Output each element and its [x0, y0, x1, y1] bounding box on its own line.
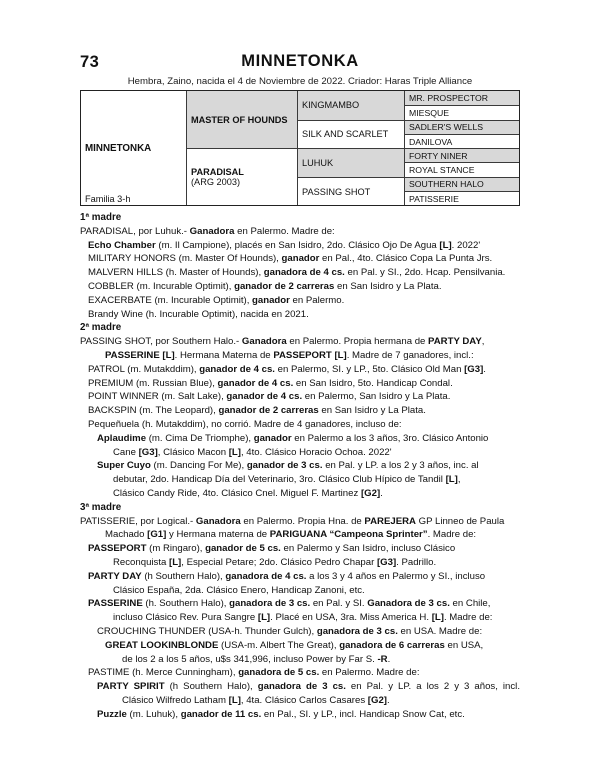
ancestor-name: PATISSERIE: [409, 193, 459, 204]
ancestor-gen3-cell: [404, 148, 519, 162]
pedigree-text-block: [80, 211, 520, 721]
pedigree-line: PATISSERIE, por Logical.- Ganadora en Palermo. Propia Hna. de PAREJERA GP Linneo de Paula: [80, 515, 505, 527]
pedigree-line: Cane [G3], Clásico Macon [L], 4to. Clásico Horacio Ochoa. 2022': [113, 446, 392, 458]
ancestor-gen3-cell: [404, 120, 519, 134]
pedigree-line: de los 2 a los 5 años, u$s 341,996, incluso Power by Far S. -R.: [122, 653, 391, 665]
ancestor-gen2-cell: [297, 91, 404, 120]
subject-name: MINNETONKA: [85, 142, 152, 154]
pedigree-line: Clásico España, 2da. Clásico Enero, Handicap Zanoni, etc.: [113, 584, 365, 596]
ancestor-name: SILK AND SCARLET: [302, 129, 389, 140]
ancestor-gen3-cell: [404, 191, 519, 205]
pedigree-line: PASSERINE (h. Southern Halo), ganadora de 3 cs. en Pal. y SI. Ganadora de 3 cs. en Chile,: [88, 598, 491, 610]
ancestor-gen3-cell: [404, 162, 519, 176]
birth-breeder-line: Hembra, Zaino, nacida el 4 de Noviembre de 2022. Criador: Haras Triple Alliance: [127, 76, 473, 87]
pedigree-line: Brandy Wine (h. Incurable Optimit), nacida en 2021.: [88, 308, 309, 320]
subject-cell: [81, 91, 186, 205]
ancestor-name: ROYAL STANCE: [409, 165, 475, 176]
ancestor-name: PASSING SHOT: [302, 186, 371, 197]
pedigree-line: CROUCHING THUNDER (USA-h. Thunder Gulch), ganadora de 3 cs. en USA. Madre de:: [97, 625, 483, 637]
dam-section-heading: 1ª madre: [80, 212, 122, 223]
pedigree-line: COBBLER (m. Incurable Optimit), ganador de 2 carreras en San Isidro y La Plata.: [88, 280, 442, 292]
pedigree-line: Clásico Candy Ride, 4to. Clásico Cnel. Miguel F. Martinez [G2].: [113, 487, 383, 499]
pedigree-table: [80, 90, 520, 206]
pedigree-line: Pequeñuela (h. Mutakddim), no corrió. Madre de 4 ganadores, incluso de:: [88, 418, 402, 430]
ancestor-name: PARADISAL: [191, 167, 244, 178]
ancestor-name: MASTER OF HOUNDS: [191, 114, 288, 125]
pedigree-line: Super Cuyo (m. Dancing For Me), ganador de 3 cs. en Pal. y LP. a los 2 y 3 años, inc. al: [97, 460, 479, 472]
pedigree-line: MALVERN HILLS (h. Master of Hounds), ganadora de 4 cs. en Pal. y SI., 2do. Hcap. Pensilvania.: [88, 267, 506, 279]
ancestor-name: MR. PROSPECTOR: [409, 93, 489, 104]
pedigree-line: EXACERBATE (m. Incurable Optimit), ganador en Palermo.: [88, 294, 345, 306]
pedigree-line: Machado [G1] y Hermana materna de PARIGUANA “Campeona Sprinter”. Madre de:: [105, 529, 477, 541]
pedigree-line: POINT WINNER (m. Salt Lake), ganador de 4 cs. en Palermo, San Isidro y La Plata.: [88, 391, 451, 403]
ancestor-gen3-cell: [404, 134, 519, 148]
pedigree-line: incluso Clásico Rev. Pura Sangre [L]. Placé en USA, 3ra. Miss America H. [L]. Madre de:: [113, 612, 493, 624]
ancestor-gen2-cell: [297, 120, 404, 149]
pedigree-line: debutar, 2do. Handicap Día del Veterinario, 3ro. Clásico Club Hípico de Tandil [L],: [113, 474, 461, 486]
ancestor-name: FORTY NINER: [409, 150, 468, 161]
ancestor-gen3-cell: [404, 177, 519, 191]
pedigree-line: Puzzle (m. Luhuk), ganador de 11 cs. en Pal., SI. y LP., incl. Handicap Snow Cat, etc.: [97, 708, 465, 720]
lot-number: 73: [80, 53, 100, 71]
ancestor-gen1-cell: [186, 148, 297, 205]
pedigree-line: Echo Chamber (m. Il Campione), placés en San Isidro, 2do. Clásico Ojo De Agua [L]. 2022': [88, 239, 481, 251]
dam-section-heading: 3ª madre: [80, 501, 122, 513]
pedigree-line: GREAT LOOKINBLONDE (USA-m. Albert The Great), ganadora de 6 carreras en USA,: [105, 639, 484, 651]
pedigree-line: PASSING SHOT, por Southern Halo.- Ganadora en Palermo. Propia hermana de PARTY DAY,: [80, 336, 485, 348]
pedigree-line: PATROL (m. Mutakddim), ganador de 4 cs. en Palermo, SI. y LP., 5to. Clásico Old Man [G3].: [88, 363, 486, 375]
pedigree-line: BACKSPIN (m. The Leopard), ganador de 2 carreras en San Isidro y La Plata.: [88, 405, 426, 417]
ancestor-name: MIESQUE: [409, 107, 450, 118]
ancestor-name: DANILOVA: [409, 136, 453, 147]
ancestor-name: SOUTHERN HALO: [409, 179, 484, 190]
ancestor-gen3-cell: [404, 91, 519, 105]
pedigree-line: Aplaudime (m. Cima De Triomphe), ganador en Palermo a los 3 años, 3ro. Clásico Antonio: [97, 432, 489, 444]
pedigree-line: PARTY SPIRIT (h Southern Halo), ganadora de 3 cs. en Pal. y LP. a los 2 y 3 años, incl.: [97, 681, 520, 693]
pedigree-line: PARTY DAY (h Southern Halo), ganadora de 4 cs. a los 3 y 4 años en Palermo y SI., incluso: [88, 570, 486, 582]
ancestor-gen3-cell: [404, 105, 519, 119]
pedigree-line: PASTIME (h. Merce Cunningham), ganadora de 5 cs. en Palermo. Madre de:: [88, 667, 420, 679]
ancestor-gen1-cell: [186, 91, 297, 148]
pedigree-line: PARADISAL, por Luhuk.- Ganadora en Palermo. Madre de:: [80, 225, 335, 237]
pedigree-line: Clásico Wilfredo Latham [L], 4ta. Clásico Carlos Casares [G2].: [122, 694, 390, 706]
pedigree-line: PASSEPORT (m Ringaro), ganador de 5 cs. en Palermo y San Isidro, incluso Clásico: [88, 543, 456, 555]
horse-name-title: MINNETONKA: [241, 52, 359, 70]
family-label: Familia 3-h: [85, 194, 131, 205]
ancestor-name: KINGMAMBO: [302, 100, 360, 111]
pedigree-line: MILITARY HONORS (m. Master Of Hounds), ganador en Pal., 4to. Clásico Copa La Punta Jrs.: [88, 253, 493, 265]
pedigree-line: Reconquista [L], Especial Petare; 2do. Clásico Pedro Chapar [G3]. Padrillo.: [113, 556, 437, 568]
pedigree-line: PREMIUM (m. Russian Blue), ganador de 4 cs. en San Isidro, 5to. Handicap Condal.: [88, 377, 453, 389]
pedigree-line: PASSERINE [L]. Hermana Materna de PASSEPORT [L]. Madre de 7 ganadores, incl.:: [105, 349, 474, 361]
dam-section-heading: 2ª madre: [80, 322, 122, 334]
ancestor-gen2-cell: [297, 148, 404, 177]
ancestor-name: LUHUK: [302, 157, 334, 168]
ancestor-gen2-cell: [297, 177, 404, 206]
ancestor-name: SADLER'S WELLS: [409, 122, 484, 133]
ancestor-origin-year: (ARG 2003): [191, 177, 241, 188]
